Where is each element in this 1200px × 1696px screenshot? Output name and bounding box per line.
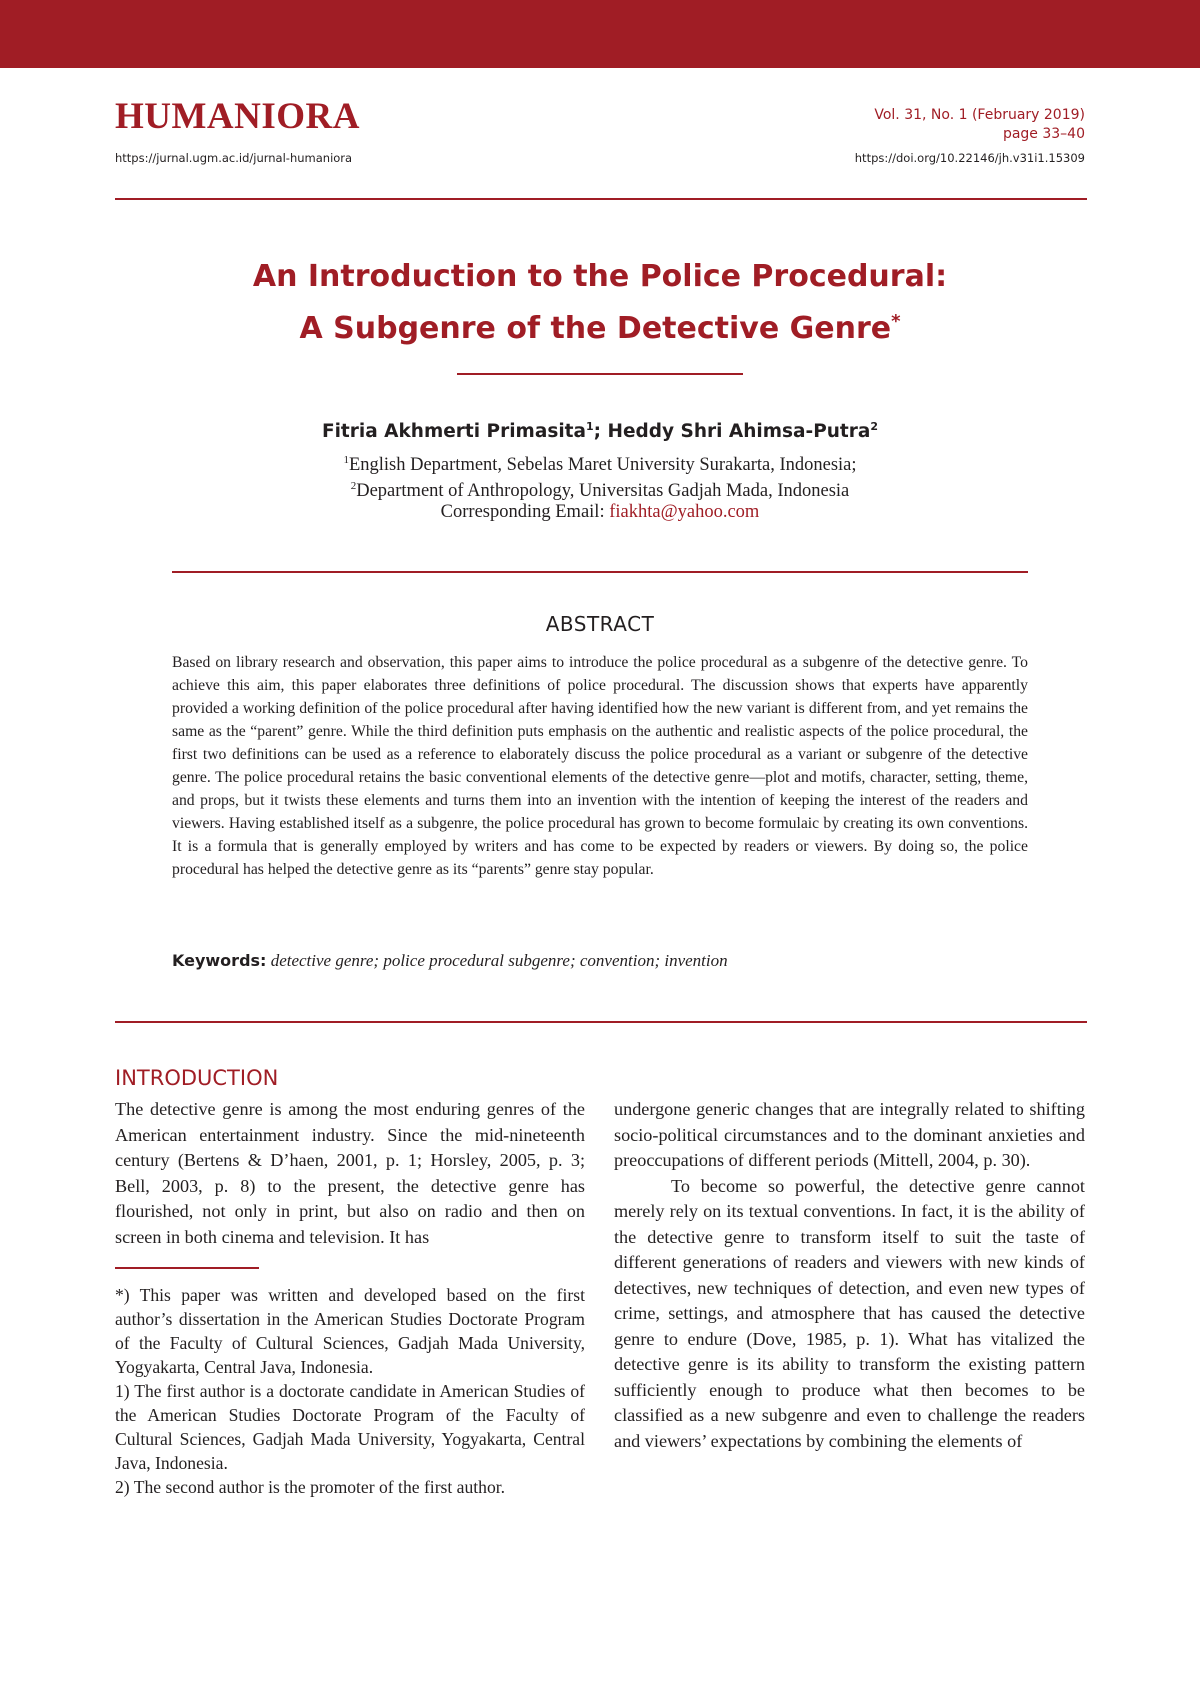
introduction-heading: INTRODUCTION	[115, 1066, 279, 1090]
corresponding-email: Corresponding Email: fiakhta@yahoo.com	[440, 502, 760, 522]
page-range: page 33–40	[1002, 126, 1085, 142]
email-link[interactable]: fiakhta@yahoo.com	[609, 502, 760, 522]
doi-link[interactable]: https://doi.org/10.22146/jh.v31i1.15309	[854, 151, 1085, 165]
right-column	[614, 1097, 1085, 1454]
volume-issue: Vol. 31, No. 1 (February 2019)	[874, 107, 1085, 123]
header-divider	[115, 198, 1087, 200]
abstract-heading: ABSTRACT	[545, 612, 655, 636]
abstract-bottom-divider	[115, 1021, 1087, 1023]
footnote-item: *) This paper was written and developed based on the first author’s dissertation in the American Studies Doctorate Program of the Faculty of Cultural Sciences, Gadjah Mada University, Yogyakarta, Central Java, Indonesia.	[115, 1285, 585, 1377]
title-divider	[457, 373, 743, 375]
left-column	[115, 1097, 585, 1250]
article-title	[0, 254, 1200, 351]
keywords	[172, 951, 728, 971]
abstract-body: Based on library research and observation, this paper aims to introduce the police procedural as a subgenre of the detective genre. To achieve this aim, this paper elaborates three definitions of police procedural. The discussion shows that experts have apparently provided a working definition of the police procedural after having identified how the new variant is different from, and yet remains the same as the “parent” genre. While the third definition puts emphasis on the authentic and realistic aspects of the police procedural, the first two definitions can be used as a reference to elaborately discuss the police procedural as a variant or subgenre of the detective genre. The police procedural retains the basic conventional elements of the detective genre—plot and motifs, character, setting, theme, and props, but it twists these elements and turns them into an invention with the intention of keeping the interest of the readers and viewers. Having established itself as a subgenre, the police procedural has grown to become formulaic by creating its own conventions. It is a formula that is generally employed by writers and has come to be expected by readers or viewers. By doing so, the police procedural has helped the detective genre as its “parents” genre stay popular.	[172, 654, 1028, 878]
keywords-list: detective genre; police procedural subgenre; convention; invention	[266, 951, 728, 970]
author-1: Fitria Akhmerti Primasita	[321, 421, 586, 443]
footnote-item: 1) The first author is a doctorate candidate in American Studies of the American Studies Doctorate Program of the Faculty of Cultural Sciences, Gadjah Mada University, Yogyakarta, Central Java, Indonesia.	[115, 1381, 585, 1473]
intro-paragraph-1: The detective genre is among the most enduring genres of the American entertainment industry. Since the mid-nineteenth century (Bertens & D’haen, 2001, p. 1; Horsley, 2005, p. 3; Bell, 2003, p. 8) to the present, the detective genre has flourished, not only in print, but also on radio and then on screen in both cinema and television. It has	[115, 1099, 585, 1247]
title-line-1: An Introduction to the Police Procedural:	[252, 259, 948, 294]
journal-url[interactable]: https://jurnal.ugm.ac.id/jurnal-humaniora	[115, 151, 353, 165]
header-band	[0, 0, 1200, 68]
title-line-2: A Subgenre of the Detective Genre*	[299, 311, 901, 346]
journal-name: HUMANIORA	[115, 96, 360, 137]
intro-paragraph-2: To become so powerful, the detective genre cannot merely rely on its textual conventions. In fact, it is the ability of the detective genre to transform itself to suit the taste of different generations of readers and viewers with new kinds of detectives, new techniques of detection, and even new types of crime, settings, and atmosphere that has caused the detective genre to endure (Dove, 1985, p. 1). What has vitalized the detective genre is its ability to transform the existing pattern sufficiently enough to produce what then becomes to be classified as a new subgenre and even to challenge the readers and viewers’ expectations by combining the elements of	[614, 1175, 1085, 1451]
footnote-divider	[115, 1267, 259, 1269]
title-footnote-mark: *	[891, 311, 901, 332]
author-line: Fitria Akhmerti Primasita$^1$; Heddy Shri Ahimsa-Putra$^2$	[321, 420, 879, 443]
keywords-label: Keywords:	[172, 951, 267, 970]
affiliation-2: $^2$Department of Anthropology, Universitas Gadjah Mada, Indonesia	[350, 480, 850, 502]
affiliation-1: $^1$English Department, Sebelas Maret University Surakarta, Indonesia;	[343, 454, 857, 476]
volume-info	[874, 106, 1085, 144]
author-2: Heddy Shri Ahimsa-Putra	[607, 421, 871, 443]
intro-paragraph-1-cont: undergone generic changes that are integrally related to shifting socio-political circumstances and to the dominant anxieties and preoccupations of different periods (Mittell, 2004, p. 30).	[614, 1099, 1085, 1170]
abstract-top-divider	[172, 571, 1028, 573]
footnote-item: 2) The second author is the promoter of the first author.	[115, 1477, 506, 1497]
footnotes	[115, 1283, 585, 1499]
